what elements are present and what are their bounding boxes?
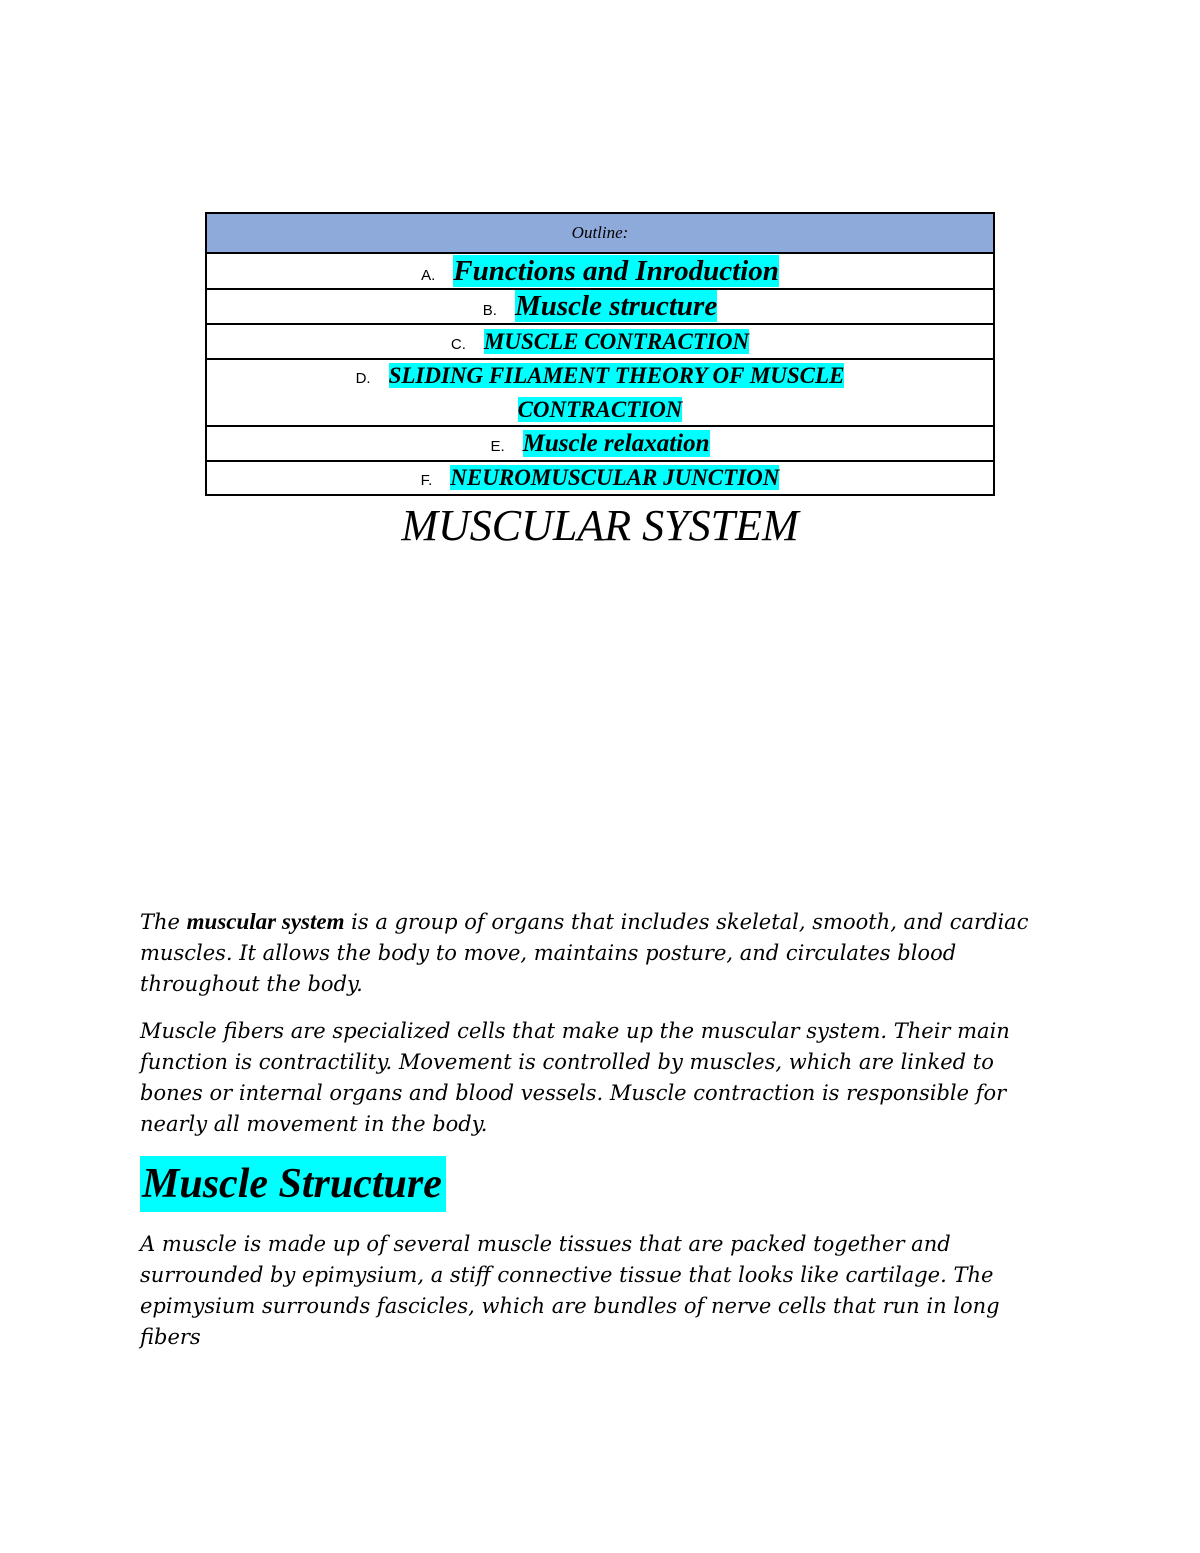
outline-letter: E. xyxy=(490,437,505,455)
page-title: MUSCULAR SYSTEM xyxy=(401,501,799,550)
outline-item-d xyxy=(206,359,994,426)
outline-header-cell xyxy=(206,213,994,253)
outline-item-a xyxy=(206,253,994,289)
outline-item-text: Functions and Inroduction xyxy=(453,254,779,287)
outline-item-b xyxy=(206,289,994,324)
outline-item-d-content xyxy=(207,360,993,425)
section-heading: Muscle Structure xyxy=(140,1156,446,1212)
outline-header-label: Outline: xyxy=(571,223,629,242)
outline-item-e xyxy=(206,426,994,461)
section-paragraph: A muscle is made up of several muscle tissues that are packed together and surrounded by epimysium, a stiff connective tissue that looks like cartilage. The epimysium surrounds fascicles, which are bundles of nerve cells that run in long fibers xyxy=(140,1232,1000,1349)
outline-item-text: Muscle structure xyxy=(514,290,718,322)
outline-letter: D. xyxy=(355,370,371,387)
outline-item-text-line2: CONTRACTION xyxy=(517,397,683,422)
outline-item-text: Muscle relaxation xyxy=(522,429,710,457)
intro-paragraph-1 xyxy=(140,906,1060,1000)
outline-letter: A. xyxy=(421,266,436,284)
outline-item-c xyxy=(206,324,994,359)
intro-paragraph-2: Muscle fibers are specialized cells that make up the muscular system. Their main function is contractility. Movement is controlled by muscles, which are linked to bones or internal organs and blood vessels. Muscle contraction is responsible for nearly all movement in the body. xyxy=(140,1019,1010,1136)
outline-letter: C. xyxy=(450,335,466,353)
outline-letter: B. xyxy=(482,302,497,319)
outline-table xyxy=(205,212,995,496)
outline-item-text: SLIDING FILAMENT THEORY OF MUSCLE xyxy=(388,363,845,388)
outline-item-text: NEUROMUSCULAR JUNCTION xyxy=(450,465,780,490)
intro-text-rest: is a group of organs that includes skeletal, smooth, and cardiac muscles. It allows the body to move, maintains posture, and circulates blood throughout the body. xyxy=(140,910,1029,996)
outline-letter: F. xyxy=(420,472,433,489)
outline-item-f xyxy=(206,461,994,495)
intro-text-start: The xyxy=(140,910,187,934)
outline-item-text: MUSCLE CONTRACTION xyxy=(483,328,750,354)
intro-bold-term: muscular system xyxy=(186,909,345,934)
